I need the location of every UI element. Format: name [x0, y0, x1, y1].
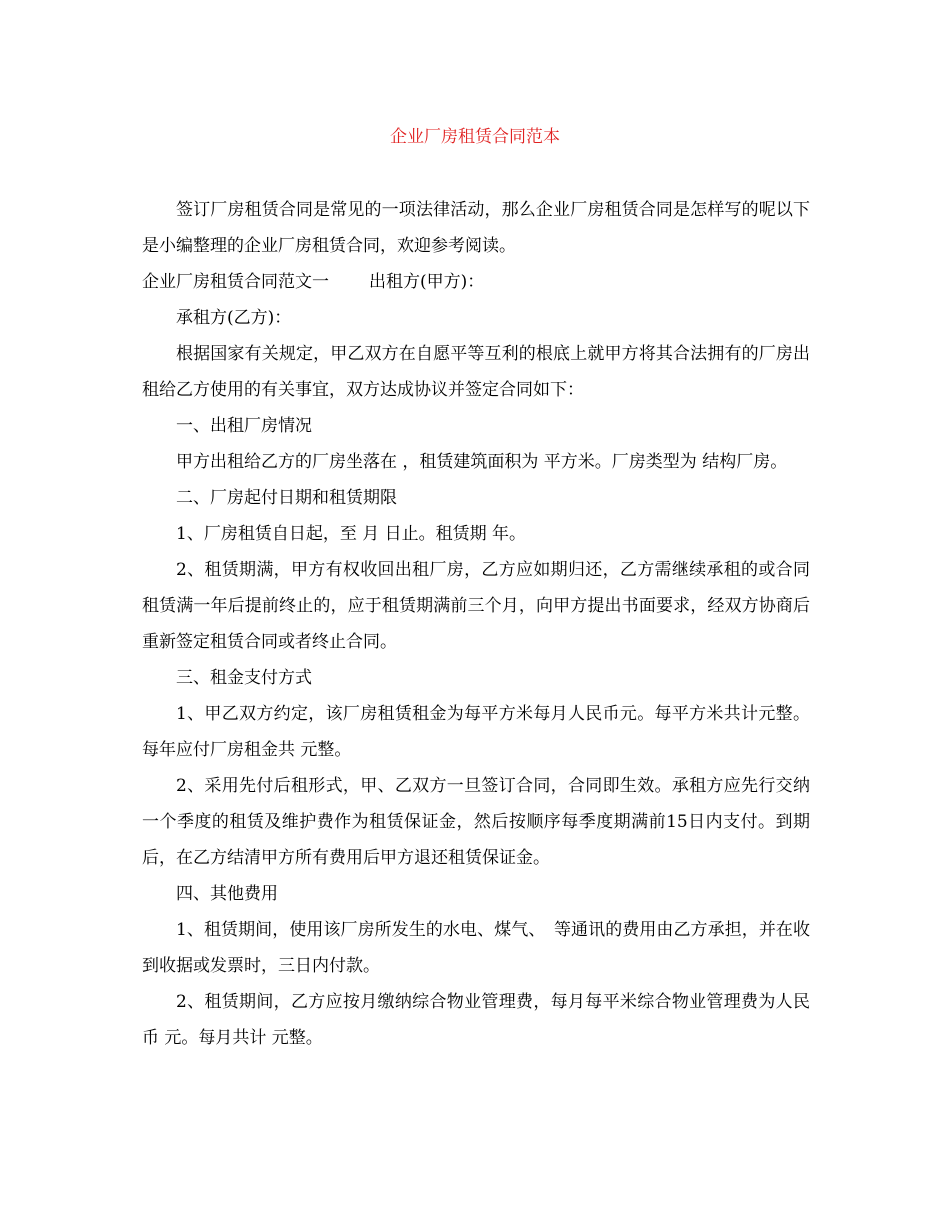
- section-paragraph: 1、厂房租赁自日起，至 月 日止。租赁期 年。: [176, 524, 527, 544]
- section-heading: 一、出租厂房情况: [176, 416, 312, 436]
- section-heading: 二、厂房起付日期和租赁期限: [176, 488, 397, 508]
- document-title: 企业厂房租赁合同范本: [390, 127, 560, 147]
- sample-heading: 企业厂房租赁合同范文一: [142, 272, 329, 292]
- document-body: [142, 192, 810, 1056]
- section-paragraph: 甲方出租给乙方的厂房坐落在 ，租赁建筑面积为 平方米。厂房类型为 结构厂房。: [176, 452, 788, 472]
- section-heading: 三、租金支付方式: [176, 668, 312, 688]
- preamble-paragraph: 根据国家有关规定，甲乙双方在自愿平等互利的根底上就甲方将其合法拥有的厂房出租给乙方使用的有关事宜，双方达成协议并签定合同如下：: [142, 344, 810, 400]
- section-paragraph: 2、采用先付后租形式，甲、乙双方一旦签订合同，合同即生效。承租方应先行交纳一个季度的租赁及维护费作为租赁保证金，然后按顺序每季度期满前15日内支付。到期后，在乙方结清甲方所有费用后甲方退还租赁保证金。: [142, 776, 810, 868]
- section-heading: 四、其他费用: [176, 884, 278, 904]
- lessor-label: 出租方(甲方)：: [369, 272, 485, 292]
- section-paragraph: 2、租赁期间，乙方应按月缴纳综合物业管理费，每月每平米综合物业管理费为人民币 元。每月共计 元整。: [142, 992, 810, 1048]
- lessee-label: 承租方(乙方)：: [176, 308, 292, 328]
- section-paragraph: 1、租赁期间，使用该厂房所发生的水电、煤气、 等通讯的费用由乙方承担，并在收到收据或发票时，三日内付款。: [142, 920, 810, 976]
- intro-paragraph: 签订厂房租赁合同是常见的一项法律活动，那么企业厂房租赁合同是怎样写的呢以下是小编整理的企业厂房租赁合同，欢迎参考阅读。: [142, 200, 810, 256]
- section-paragraph: 1、甲乙双方约定，该厂房租赁租金为每平方米每月人民币元。每平方米共计元整。每年应付厂房租金共 元整。: [142, 704, 810, 760]
- sample-heading-line: [142, 264, 810, 300]
- section-paragraph: 2、租赁期满，甲方有权收回出租厂房，乙方应如期归还，乙方需继续承租的或合同租赁满一年后提前终止的，应于租赁期满前三个月，向甲方提出书面要求，经双方协商后重新签定租赁合同或者终止合同。: [142, 560, 810, 652]
